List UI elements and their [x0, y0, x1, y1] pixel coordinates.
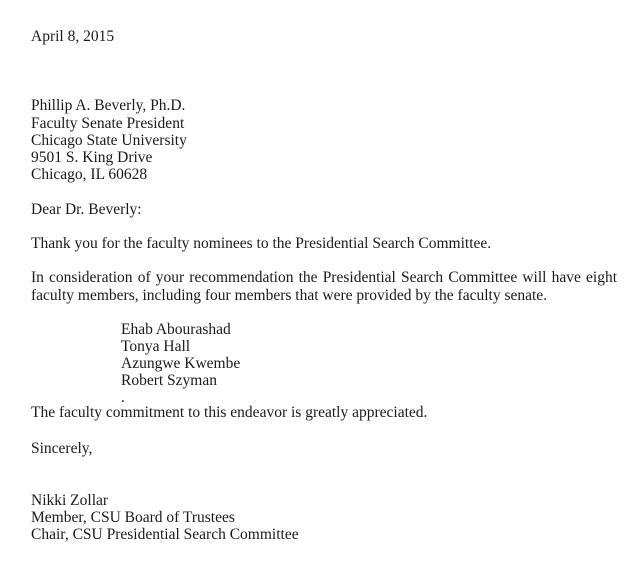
recipient-name: Phillip A. Beverly, Ph.D.: [31, 97, 186, 114]
paragraph-recommendation-line2: faculty members, including four members that were provided by the faculty senate.: [31, 287, 548, 304]
recipient-street: 9501 S. King Drive: [31, 149, 153, 166]
paragraph-appreciation: The faculty commitment to this endeavor is greatly appreciated.: [31, 404, 428, 421]
paragraph-recommendation: [31, 269, 617, 305]
nominee-item: Ehab Abourashad: [121, 321, 231, 338]
recipient-title: Faculty Senate President: [31, 115, 185, 132]
recipient-city: Chicago, IL 60628: [31, 166, 148, 183]
salutation: Dear Dr. Beverly:: [31, 201, 142, 218]
paragraph-recommendation-line1: In consideration of your recommendation the Presidential Search Committee will have eight: [31, 269, 617, 286]
nominee-item: Tonya Hall: [121, 338, 191, 355]
paragraph-thanks: Thank you for the faculty nominees to the Presidential Search Committee.: [31, 235, 492, 252]
nominee-item: Azungwe Kwembe: [121, 355, 241, 372]
trailing-period: .: [121, 389, 125, 406]
letter-date: April 8, 2015: [31, 28, 115, 45]
nominee-item: Robert Szyman: [121, 372, 217, 389]
letter-body: [31, 0, 617, 562]
signer-role-chair: Chair, CSU Presidential Search Committee: [31, 526, 299, 543]
closing: Sincerely,: [31, 440, 93, 457]
signer-role-member: Member, CSU Board of Trustees: [31, 509, 235, 526]
signer-name: Nikki Zollar: [31, 492, 109, 509]
recipient-institution: Chicago State University: [31, 132, 187, 149]
